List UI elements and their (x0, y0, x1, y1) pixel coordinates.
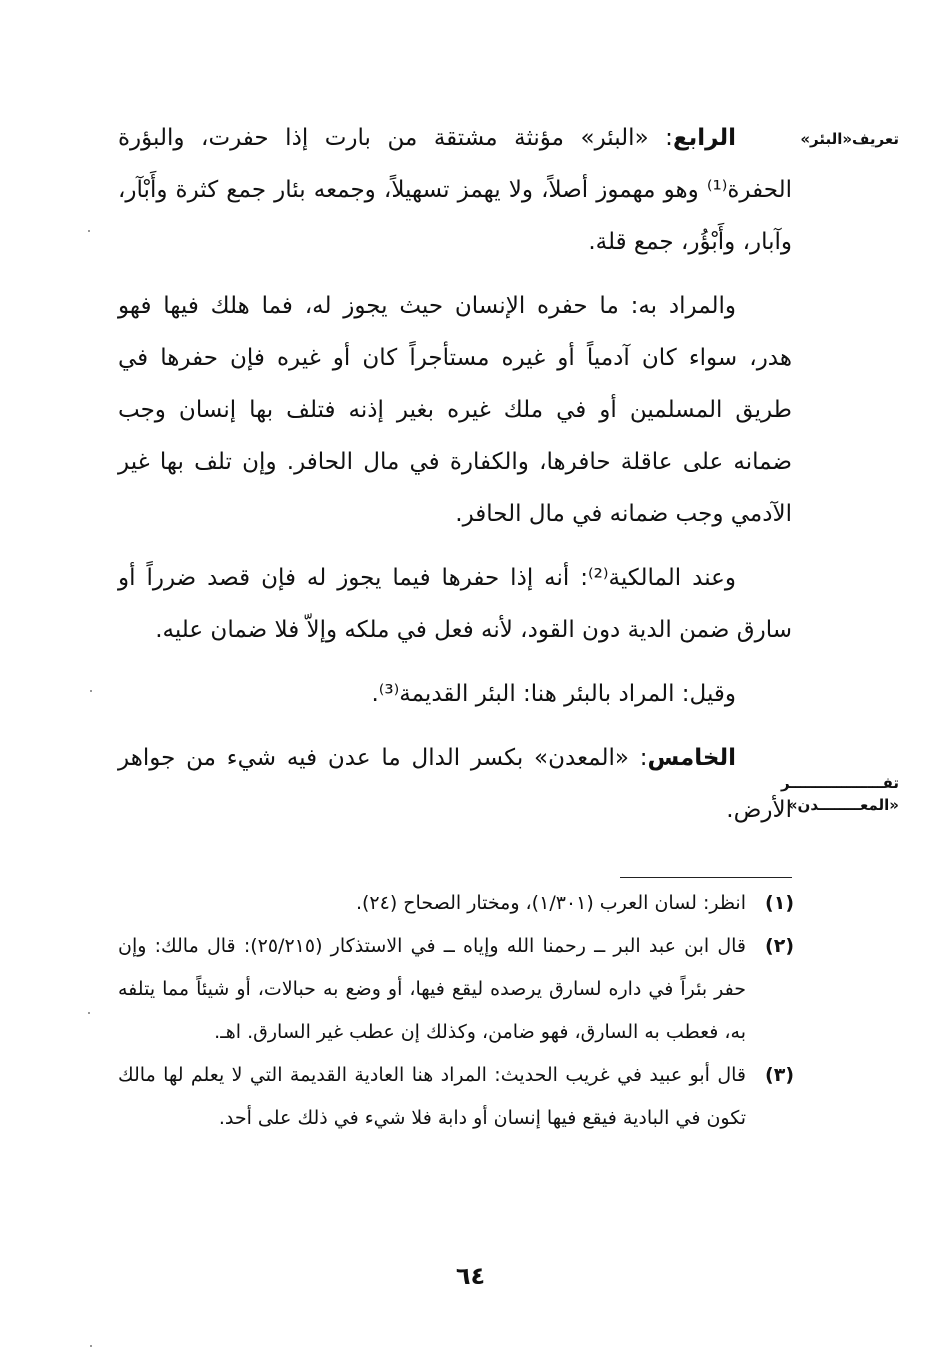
margin-note-mine-definition (781, 772, 899, 816)
paragraph-text: : «المعدن» بكسر الدال ما عدن فيه شيء من جواهر الأرض. (118, 745, 792, 823)
scan-speck (88, 1012, 90, 1014)
paragraph-text: : «البئر» مؤنثة مشتقة من بارت إذا حفرت، والبؤرة الحفرة⁽¹⁾ وهو مهموز أصلاً، ولا يهمز تسهيلاً، وجمعه بئار جمع كثرة وأَبْآر، وآبار، وأَبْؤُر، جمع قلة. (118, 125, 792, 255)
margin-note-line: تفــــــــــــــــــر (780, 774, 899, 792)
page-number: ٦٤ (455, 1262, 486, 1290)
footnote-separator (620, 877, 792, 878)
margin-note-text: تعريف«البئر» (800, 130, 899, 148)
paragraph-keyword: الخامس (647, 745, 736, 771)
footnote-1 (118, 882, 794, 925)
scan-speck (90, 690, 92, 692)
footnote-text: انظر: لسان العرب (١/٣٠١)، ومختار الصحاح (٢٤). (355, 892, 746, 914)
paragraph-maliki: وعند المالكية⁽²⁾: أنه إذا حفرها فيما يجوز له فإن قصد ضرراً أو سارق ضمن الدية دون القود، لأنه فعل في ملكه وإلاّ فلا ضمان عليه. (118, 565, 792, 643)
footnote-2 (118, 925, 794, 1054)
margin-note-well-definition (800, 128, 899, 150)
paragraph-keyword: الرابع (672, 125, 736, 151)
scan-speck (90, 1345, 92, 1347)
paragraph-fourth (118, 112, 792, 268)
footnotes (118, 882, 794, 1140)
footnote-number: (٢) (765, 935, 794, 957)
footnote-number: (١) (765, 892, 794, 914)
paragraph-qila: وقيل: المراد بالبئر هنا: البئر القديمة⁽³⁾. (371, 681, 736, 707)
paragraph-meaning: والمراد به: ما حفره الإنسان حيث يجوز له، فما هلك فيها فهو هدر، سواء كان آدمياً أو غيره مستأجراً كان أو غيره فإن حفرها في طريق المسلمين أو في ملك غيره بغير إذنه فتلف بها إنسان وجب ضمانه على عاقلة حافرها، والكفارة في مال الحافر. وإن تلف بها غير الآدمي وجب ضمانه في مال الحافر. (118, 293, 792, 527)
main-text (118, 112, 792, 836)
footnote-number: (٣) (765, 1064, 794, 1086)
footnote-text: قال ابن عبد البر ــ رحمنا الله وإياه ــ في الاستذكار (٢٥/٢١٥): قال مالك: وإن حفر بئراً في داره لسارق يرصده ليقع فيها، أو وضع به حبالات، أو شيئاً مما يتلفه به، فعطب به السارق، فهو ضامن، وكذلك إن عطب غير السارق. اهـ. (118, 935, 746, 1043)
margin-note-line: «المعــــــــدن» (787, 796, 899, 814)
scan-speck (88, 230, 90, 232)
footnote-3 (118, 1054, 794, 1140)
footnote-text: قال أبو عبيد في غريب الحديث: المراد هنا العادية القديمة التي لا يعلم لها مالك تكون في البادية فيقع فيها إنسان أو دابة فلا شيء في ذلك على أحد. (118, 1064, 746, 1129)
paragraph-fifth (118, 732, 792, 836)
